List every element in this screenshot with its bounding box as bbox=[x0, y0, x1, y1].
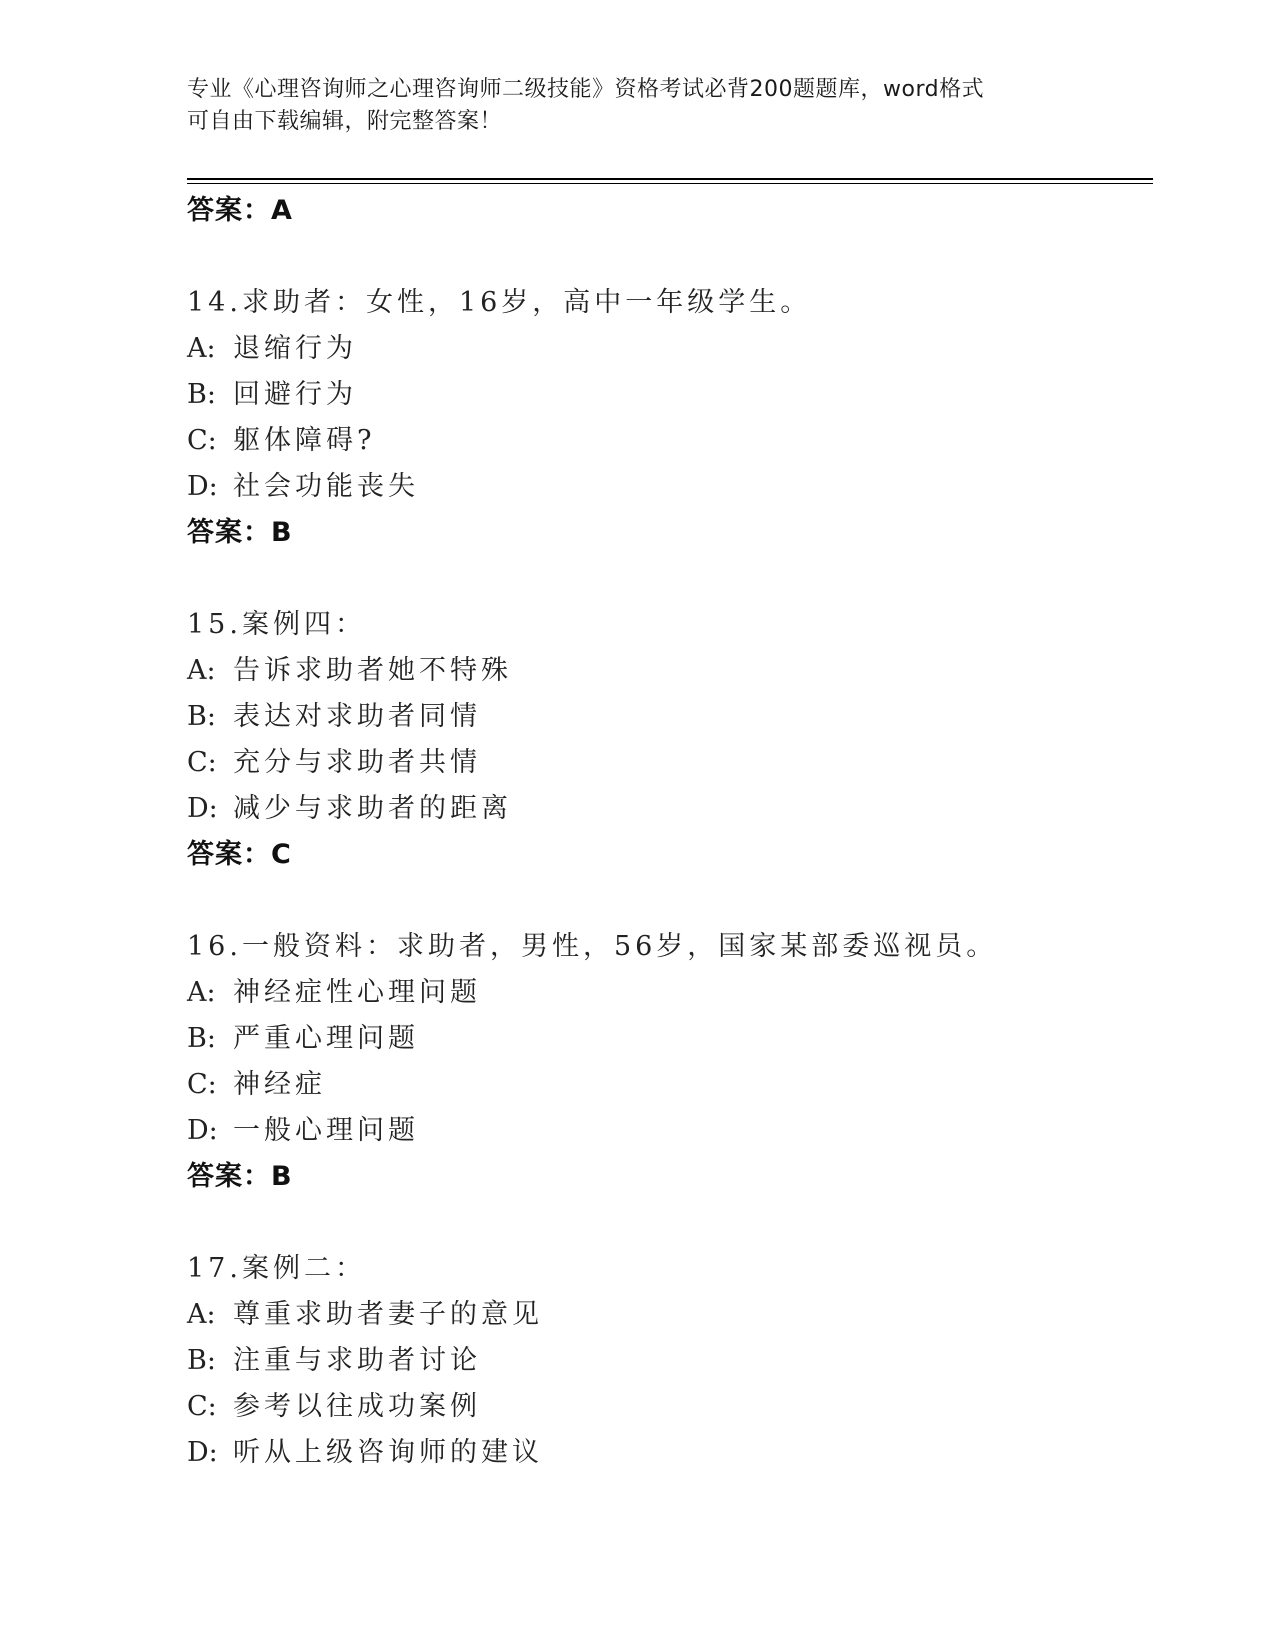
answer: 答案：B bbox=[187, 1161, 293, 1192]
spacer bbox=[187, 878, 1147, 924]
option-text: 严重心理问题 bbox=[233, 1023, 419, 1054]
header-divider-thin bbox=[187, 183, 1153, 184]
option-key: C: bbox=[187, 1069, 217, 1100]
option-c bbox=[187, 418, 1147, 464]
option-b bbox=[187, 1338, 1147, 1384]
option-key: D: bbox=[187, 1115, 218, 1146]
option-d bbox=[187, 786, 1147, 832]
option-c bbox=[187, 740, 1147, 786]
option-key: C: bbox=[187, 425, 217, 456]
option-text: 神经症性心理问题 bbox=[233, 977, 481, 1008]
option-key: C: bbox=[187, 747, 217, 778]
option-b bbox=[187, 694, 1147, 740]
spacer bbox=[187, 234, 1147, 280]
option-key: B: bbox=[187, 1023, 216, 1054]
option-c bbox=[187, 1384, 1147, 1430]
question-stem: 14.求助者：女性，16岁，高中一年级学生。 bbox=[187, 287, 812, 318]
option-key: A: bbox=[187, 977, 216, 1008]
header-divider-thick bbox=[187, 178, 1153, 180]
option-text: 尊重求助者妻子的意见 bbox=[233, 1299, 543, 1330]
option-text: 回避行为 bbox=[233, 379, 357, 410]
question-list bbox=[187, 188, 1147, 1476]
option-d bbox=[187, 464, 1147, 510]
option-text: 一般心理问题 bbox=[233, 1115, 419, 1146]
option-b bbox=[187, 372, 1147, 418]
option-text: 注重与求助者讨论 bbox=[233, 1345, 481, 1376]
option-a bbox=[187, 326, 1147, 372]
question-15 bbox=[187, 602, 1147, 878]
option-text: 告诉求助者她不特殊 bbox=[233, 655, 512, 686]
option-a bbox=[187, 1292, 1147, 1338]
option-key: B: bbox=[187, 1345, 216, 1376]
question-stem: 16.一般资料：求助者，男性，56岁，国家某部委巡视员。 bbox=[187, 931, 998, 962]
option-key: B: bbox=[187, 379, 216, 410]
header-line-1: 专业《心理咨询师之心理咨询师二级技能》资格考试必背200题题库，word格式 bbox=[187, 77, 985, 102]
header-line-2: 可自由下载编辑，附完整答案！ bbox=[187, 109, 503, 134]
option-key: C: bbox=[187, 1391, 217, 1422]
option-key: D: bbox=[187, 1437, 218, 1468]
option-a bbox=[187, 648, 1147, 694]
spacer bbox=[187, 556, 1147, 602]
previous-answer: 答案：A bbox=[187, 195, 293, 226]
option-key: D: bbox=[187, 471, 218, 502]
option-text: 减少与求助者的距离 bbox=[233, 793, 512, 824]
document-header bbox=[187, 74, 1067, 138]
option-key: A: bbox=[187, 333, 216, 364]
option-text: 躯体障碍? bbox=[233, 425, 376, 456]
option-b bbox=[187, 1016, 1147, 1062]
option-text: 表达对求助者同情 bbox=[233, 701, 481, 732]
option-text: 社会功能丧失 bbox=[233, 471, 419, 502]
option-key: B: bbox=[187, 701, 216, 732]
option-text: 听从上级咨询师的建议 bbox=[233, 1437, 543, 1468]
question-14 bbox=[187, 280, 1147, 556]
option-text: 退缩行为 bbox=[233, 333, 357, 364]
question-stem: 15.案例四： bbox=[187, 609, 366, 640]
option-d bbox=[187, 1108, 1147, 1154]
option-text: 参考以往成功案例 bbox=[233, 1391, 481, 1422]
option-d bbox=[187, 1430, 1147, 1476]
option-text: 神经症 bbox=[233, 1069, 326, 1100]
question-16 bbox=[187, 924, 1147, 1200]
spacer bbox=[187, 1200, 1147, 1246]
option-key: A: bbox=[187, 1299, 216, 1330]
option-a bbox=[187, 970, 1147, 1016]
question-17 bbox=[187, 1246, 1147, 1476]
answer: 答案：B bbox=[187, 517, 293, 548]
answer: 答案：C bbox=[187, 839, 292, 870]
question-stem: 17.案例二： bbox=[187, 1253, 366, 1284]
option-text: 充分与求助者共情 bbox=[233, 747, 481, 778]
option-c bbox=[187, 1062, 1147, 1108]
option-key: D: bbox=[187, 793, 218, 824]
option-key: A: bbox=[187, 655, 216, 686]
